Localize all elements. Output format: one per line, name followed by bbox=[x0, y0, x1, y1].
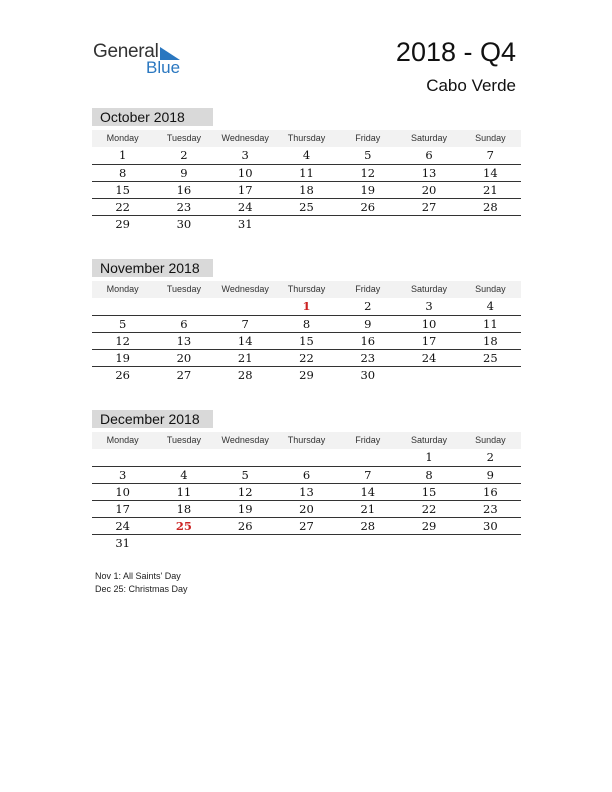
day-cell: 20 bbox=[176, 351, 192, 365]
day-cell: 28 bbox=[483, 200, 498, 214]
day-cell: 15 bbox=[421, 485, 437, 499]
day-cell: 28 bbox=[360, 519, 376, 533]
day-cell: 24 bbox=[115, 519, 130, 533]
day-cell: 12 bbox=[115, 334, 130, 348]
weekday-tuesday: Tuesday bbox=[166, 435, 202, 445]
day-cell: 4 bbox=[486, 299, 494, 313]
day-cell: 23 bbox=[483, 502, 498, 516]
weekday-saturday: Saturday bbox=[411, 284, 448, 294]
empty-day-cell bbox=[276, 216, 337, 232]
week-row bbox=[92, 298, 521, 316]
weekday-wednesday: Wednesday bbox=[221, 133, 269, 143]
weekday-tuesday: Tuesday bbox=[166, 133, 202, 143]
day-cell: 26 bbox=[360, 200, 376, 214]
empty-day-cell bbox=[398, 367, 459, 383]
day-cell: 27 bbox=[176, 368, 192, 382]
day-cell: 29 bbox=[115, 217, 130, 231]
day-cell: 9 bbox=[180, 166, 188, 180]
day-cell: 21 bbox=[483, 183, 498, 197]
day-cell: 8 bbox=[302, 317, 311, 331]
day-cell: 29 bbox=[421, 519, 437, 533]
day-cell: 26 bbox=[237, 519, 253, 533]
day-cell: 16 bbox=[176, 183, 192, 197]
day-cell: 14 bbox=[237, 334, 253, 348]
day-cell: 3 bbox=[425, 299, 433, 313]
month-label: December 2018 bbox=[92, 410, 213, 428]
weekday-friday: Friday bbox=[355, 284, 381, 294]
empty-day-cell bbox=[92, 449, 153, 466]
weekday-monday: Monday bbox=[106, 133, 139, 143]
weekday-sunday: Sunday bbox=[475, 284, 506, 294]
day-cell: 11 bbox=[483, 317, 498, 331]
weekday-sunday: Sunday bbox=[475, 133, 506, 143]
empty-day-cell bbox=[153, 449, 214, 466]
day-cell: 19 bbox=[360, 183, 376, 197]
day-cell: 6 bbox=[425, 148, 433, 162]
day-cell: 10 bbox=[115, 485, 130, 499]
weekday-saturday: Saturday bbox=[411, 133, 448, 143]
empty-day-cell bbox=[398, 535, 459, 551]
empty-day-cell bbox=[153, 298, 214, 315]
day-cell: 15 bbox=[299, 334, 314, 348]
day-cell: 11 bbox=[299, 166, 314, 180]
day-cell: 3 bbox=[118, 468, 127, 482]
day-cell: 4 bbox=[180, 468, 188, 482]
day-cell: 13 bbox=[299, 485, 314, 499]
empty-day-cell bbox=[337, 449, 398, 466]
weeks bbox=[92, 449, 521, 551]
logo-blue-text: Blue bbox=[146, 58, 181, 77]
week-row bbox=[92, 316, 521, 333]
weekday-tuesday: Tuesday bbox=[166, 284, 202, 294]
day-cell: 7 bbox=[486, 148, 494, 162]
day-cell: 25 bbox=[299, 200, 314, 214]
empty-day-cell bbox=[153, 535, 214, 551]
empty-day-cell bbox=[215, 449, 276, 466]
day-cell: 13 bbox=[176, 334, 192, 348]
day-cell: 30 bbox=[176, 217, 192, 231]
month-october bbox=[92, 108, 521, 232]
day-cell: 19 bbox=[115, 351, 130, 365]
day-cell: 2 bbox=[364, 299, 372, 313]
empty-day-cell bbox=[215, 535, 276, 551]
empty-day-cell bbox=[92, 298, 153, 315]
day-cell: 31 bbox=[237, 217, 253, 231]
empty-day-cell bbox=[460, 216, 521, 232]
day-cell: 6 bbox=[302, 468, 311, 482]
empty-day-cell bbox=[398, 216, 459, 232]
day-cell: 3 bbox=[241, 148, 249, 162]
week-row bbox=[92, 333, 521, 350]
day-cell: 9 bbox=[364, 317, 372, 331]
week-row bbox=[92, 182, 521, 199]
day-cell: 24 bbox=[421, 351, 437, 365]
week-row bbox=[92, 367, 521, 383]
weekday-header bbox=[92, 432, 521, 449]
day-cell: 21 bbox=[360, 502, 376, 516]
week-row bbox=[92, 518, 521, 535]
weekday-wednesday: Wednesday bbox=[221, 284, 269, 294]
month-label: November 2018 bbox=[92, 259, 213, 277]
day-cell: 28 bbox=[237, 368, 253, 382]
weeks bbox=[92, 147, 521, 232]
day-cell: 18 bbox=[176, 502, 192, 516]
weekday-monday: Monday bbox=[106, 435, 139, 445]
day-cell: 17 bbox=[421, 334, 437, 348]
day-cell: 7 bbox=[241, 317, 249, 331]
page-title: 2018 - Q4 bbox=[395, 37, 516, 67]
day-cell: 14 bbox=[360, 485, 376, 499]
day-cell: 11 bbox=[176, 485, 192, 499]
day-cell: 19 bbox=[237, 502, 253, 516]
empty-day-cell bbox=[337, 535, 398, 551]
country-name: Cabo Verde bbox=[426, 76, 516, 95]
day-cell: 8 bbox=[118, 166, 127, 180]
day-cell: 18 bbox=[299, 183, 314, 197]
week-row bbox=[92, 147, 521, 165]
holiday-note: Dec 25: Christmas Day bbox=[95, 584, 188, 594]
day-cell: 17 bbox=[237, 183, 253, 197]
empty-day-cell bbox=[276, 449, 337, 466]
day-cell: 22 bbox=[115, 200, 130, 214]
day-cell: 12 bbox=[237, 485, 253, 499]
day-cell: 20 bbox=[299, 502, 314, 516]
day-cell: 10 bbox=[421, 317, 437, 331]
day-cell: 22 bbox=[299, 351, 314, 365]
month-label: October 2018 bbox=[92, 108, 213, 126]
day-cell: 17 bbox=[115, 502, 130, 516]
weekday-thursday: Thursday bbox=[287, 435, 326, 445]
day-cell: 5 bbox=[364, 148, 372, 162]
day-cell: 10 bbox=[237, 166, 253, 180]
day-cell: 5 bbox=[118, 317, 127, 331]
day-cell: 22 bbox=[421, 502, 437, 516]
day-cell: 14 bbox=[483, 166, 498, 180]
week-row bbox=[92, 501, 521, 518]
weekday-monday: Monday bbox=[106, 284, 139, 294]
weekday-header bbox=[92, 130, 521, 147]
week-row bbox=[92, 199, 521, 216]
weekday-sunday: Sunday bbox=[475, 435, 506, 445]
day-cell: 12 bbox=[360, 166, 376, 180]
day-cell: 27 bbox=[421, 200, 437, 214]
day-cell: 27 bbox=[299, 519, 314, 533]
holiday-notes bbox=[95, 570, 188, 596]
weekday-header bbox=[92, 281, 521, 298]
day-cell: 24 bbox=[237, 200, 253, 214]
weeks bbox=[92, 298, 521, 383]
weekday-friday: Friday bbox=[355, 133, 381, 143]
day-cell: 26 bbox=[115, 368, 130, 382]
day-cell: 2 bbox=[180, 148, 188, 162]
day-cell: 9 bbox=[486, 468, 494, 482]
week-row bbox=[92, 484, 521, 501]
holiday-note: Nov 1: All Saints' Day bbox=[95, 571, 181, 581]
day-cell: 23 bbox=[176, 200, 192, 214]
empty-day-cell bbox=[460, 535, 521, 551]
day-cell: 13 bbox=[421, 166, 437, 180]
day-cell: 1 bbox=[425, 450, 433, 464]
day-cell: 31 bbox=[115, 536, 130, 550]
weekday-thursday: Thursday bbox=[287, 284, 326, 294]
day-cell: 16 bbox=[360, 334, 376, 348]
day-cell: 6 bbox=[180, 317, 188, 331]
day-cell: 15 bbox=[115, 183, 130, 197]
week-row bbox=[92, 535, 521, 551]
weekday-thursday: Thursday bbox=[287, 133, 326, 143]
day-cell: 30 bbox=[360, 368, 376, 382]
day-cell: 18 bbox=[483, 334, 498, 348]
empty-day-cell bbox=[460, 367, 521, 383]
day-cell: 21 bbox=[237, 351, 253, 365]
week-row bbox=[92, 467, 521, 484]
day-cell: 25 bbox=[175, 519, 192, 533]
day-cell: 23 bbox=[360, 351, 376, 365]
day-cell: 1 bbox=[118, 148, 127, 162]
week-row bbox=[92, 216, 521, 232]
day-cell: 29 bbox=[299, 368, 314, 382]
day-cell: 25 bbox=[483, 351, 498, 365]
weekday-saturday: Saturday bbox=[411, 435, 448, 445]
empty-day-cell bbox=[276, 535, 337, 551]
logo-general-text: General bbox=[93, 41, 159, 62]
day-cell: 20 bbox=[421, 183, 437, 197]
month-december bbox=[92, 410, 521, 551]
weekday-wednesday: Wednesday bbox=[221, 435, 269, 445]
day-cell: 4 bbox=[302, 148, 311, 162]
logo bbox=[93, 41, 193, 81]
day-cell: 1 bbox=[302, 299, 311, 313]
day-cell: 30 bbox=[483, 519, 498, 533]
empty-day-cell bbox=[337, 216, 398, 232]
empty-day-cell bbox=[215, 298, 276, 315]
day-cell: 5 bbox=[241, 468, 249, 482]
day-cell: 16 bbox=[483, 485, 498, 499]
week-row bbox=[92, 350, 521, 367]
day-cell: 8 bbox=[425, 468, 433, 482]
day-cell: 2 bbox=[486, 450, 494, 464]
week-row bbox=[92, 449, 521, 467]
day-cell: 7 bbox=[364, 468, 372, 482]
week-row bbox=[92, 165, 521, 182]
month-november bbox=[92, 259, 521, 383]
weekday-friday: Friday bbox=[355, 435, 381, 445]
